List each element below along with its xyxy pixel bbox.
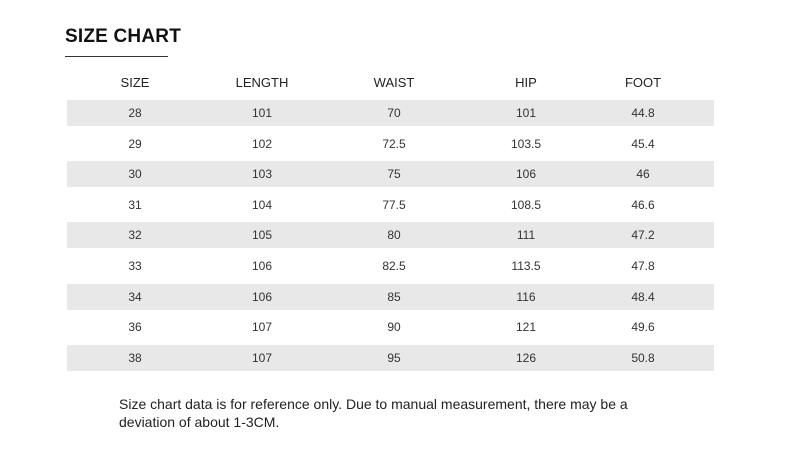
- cell-size: 33: [128, 258, 142, 273]
- cell-waist: 80: [387, 228, 401, 243]
- table-header-row: [67, 67, 714, 97]
- cell-length: 101: [251, 106, 273, 120]
- table-row: [67, 284, 714, 310]
- cell-size: 36: [128, 320, 142, 335]
- cell-foot: 49.6: [631, 320, 655, 335]
- cell-size: 29: [128, 136, 142, 151]
- cell-length: 107: [251, 320, 273, 335]
- cell-length: 104: [251, 197, 273, 212]
- cell-foot: 48.4: [631, 289, 655, 304]
- table-row: [67, 131, 714, 157]
- cell-length: 106: [251, 289, 273, 304]
- cell-waist: 75: [387, 167, 401, 182]
- cell-foot: 45.4: [631, 136, 655, 151]
- cell-size: 31: [128, 197, 142, 212]
- cell-foot: 47.2: [631, 228, 655, 243]
- cell-waist: 70: [387, 106, 401, 120]
- cell-hip: 108.5: [510, 197, 542, 212]
- table-row: [67, 161, 714, 187]
- cell-size: 32: [128, 228, 142, 243]
- cell-foot: 44.8: [631, 106, 655, 120]
- table-row: [67, 192, 714, 218]
- cell-waist: 90: [387, 320, 401, 335]
- cell-foot: 46: [636, 167, 650, 182]
- table-row: [67, 253, 714, 279]
- cell-length: 106: [251, 258, 273, 273]
- cell-length: 105: [251, 228, 273, 243]
- cell-hip: 116: [516, 289, 536, 304]
- table-row: [67, 100, 714, 126]
- cell-size: 34: [128, 289, 142, 304]
- header-length: LENGTH: [235, 74, 289, 90]
- cell-size: 28: [128, 106, 142, 120]
- cell-hip: 121: [515, 320, 537, 335]
- title-underline: [65, 56, 168, 57]
- header-waist: WAIST: [373, 74, 415, 90]
- cell-waist: 77.5: [382, 197, 406, 212]
- header-hip: HIP: [515, 74, 537, 90]
- table-row: [67, 222, 714, 248]
- cell-waist: 95: [387, 350, 401, 365]
- table-row: [67, 314, 714, 340]
- page-title: SIZE CHART: [65, 26, 181, 47]
- cell-hip: 111: [516, 228, 536, 243]
- reference-note: Size chart data is for reference only. Due to manual measurement, there may be a deviation of about 1-3CM.: [119, 396, 628, 430]
- cell-waist: 85: [387, 289, 401, 304]
- cell-waist: 72.5: [382, 136, 406, 151]
- cell-hip: 103.5: [510, 136, 542, 151]
- cell-hip: 106: [515, 167, 537, 182]
- cell-foot: 50.8: [631, 350, 655, 365]
- cell-length: 107: [251, 350, 273, 365]
- table-row: [67, 345, 714, 371]
- cell-size: 38: [128, 350, 142, 365]
- cell-hip: 126: [515, 350, 537, 365]
- size-chart-table: [67, 67, 714, 375]
- header-size: SIZE: [120, 74, 150, 90]
- cell-length: 103: [251, 167, 273, 182]
- cell-size: 30: [128, 167, 142, 182]
- cell-length: 102: [251, 136, 273, 151]
- cell-foot: 46.6: [631, 197, 655, 212]
- cell-foot: 47.8: [631, 258, 655, 273]
- cell-hip: 113.5: [511, 258, 541, 273]
- header-foot: FOOT: [624, 74, 662, 90]
- cell-hip: 101: [515, 106, 537, 120]
- cell-waist: 82.5: [382, 258, 406, 273]
